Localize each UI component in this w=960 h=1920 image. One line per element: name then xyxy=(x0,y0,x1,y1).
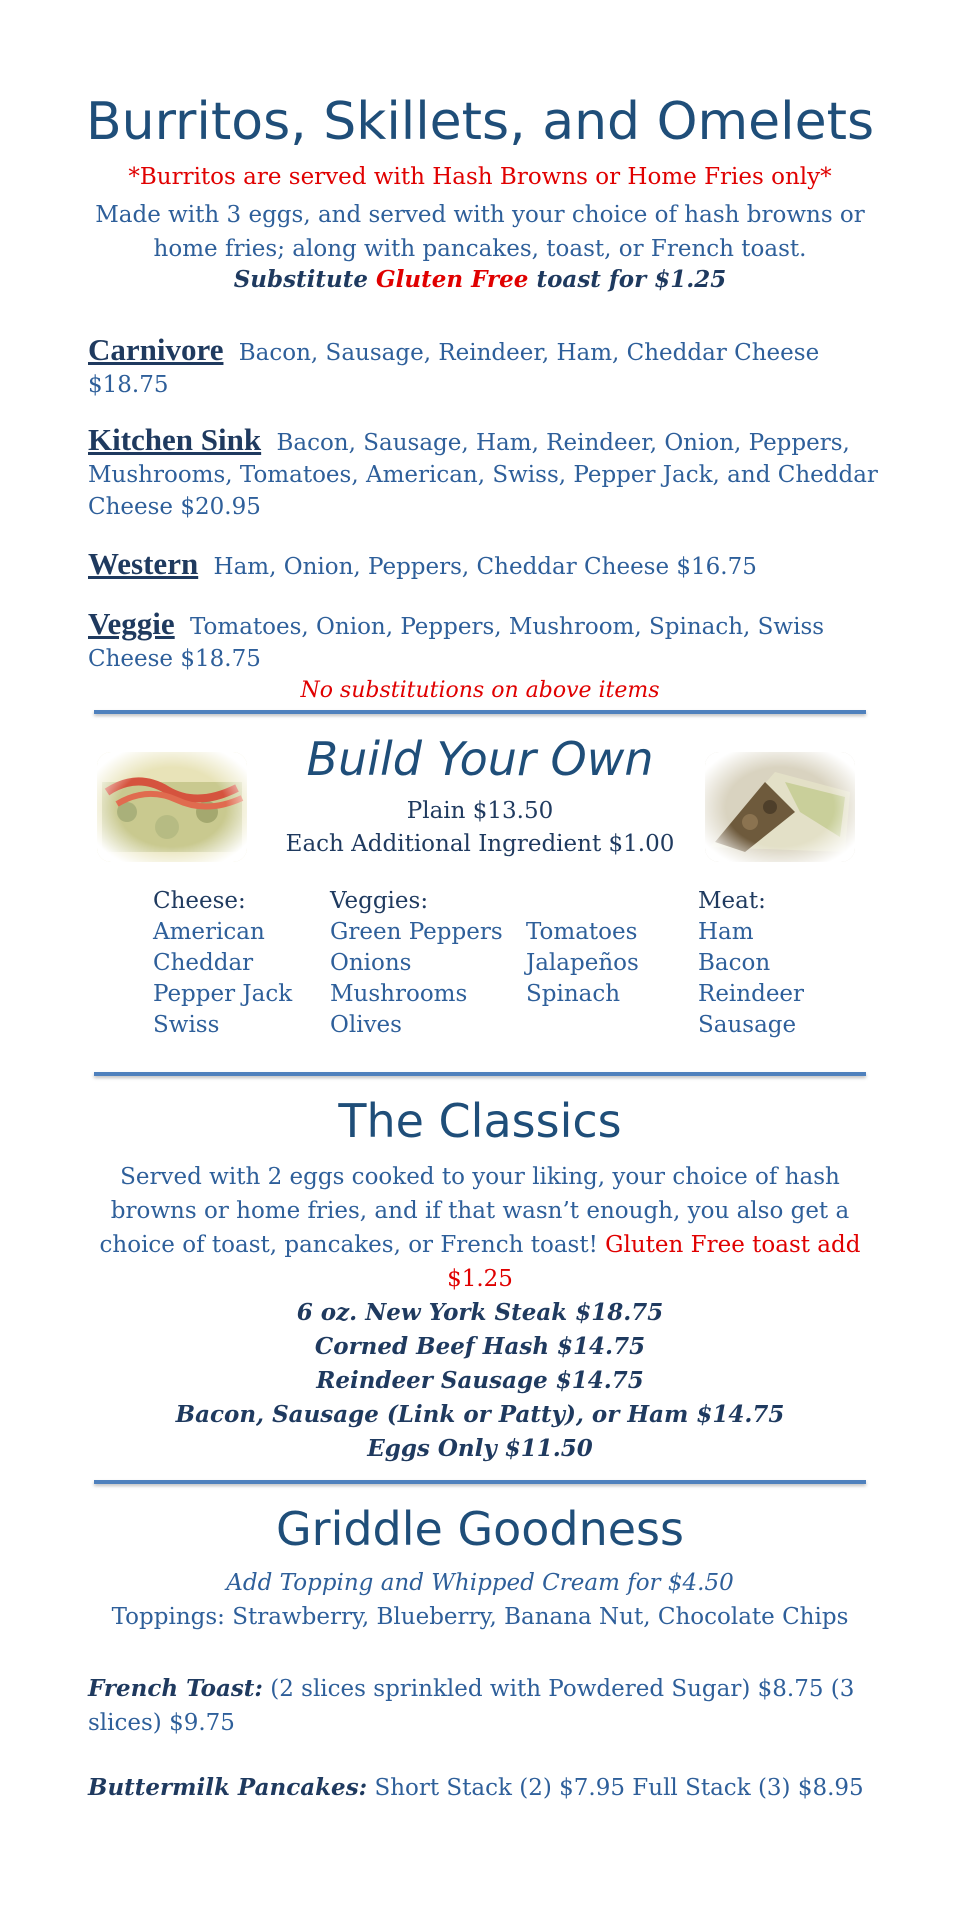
menu-item-kitchen-sink xyxy=(88,424,878,523)
build-your-own-title: Build Your Own xyxy=(306,732,654,786)
item-name: Carnivore xyxy=(88,332,224,367)
item-name: Kitchen Sink xyxy=(88,422,262,457)
cheese-header: Cheese: xyxy=(153,888,246,914)
list-item: Onions xyxy=(330,950,412,976)
veggies-column-2 xyxy=(526,917,639,1010)
list-item: Pepper Jack xyxy=(153,981,293,1007)
list-item: Mushrooms xyxy=(330,981,468,1007)
item-name: Veggie xyxy=(88,606,175,641)
classics-gf-note: Gluten Free toast add $1.25 xyxy=(447,1232,861,1292)
page-title: Burritos, Skillets, and Omelets xyxy=(85,92,875,152)
list-item: 6 oz. New York Steak $18.75 xyxy=(296,1299,664,1326)
gluten-free-note xyxy=(0,266,960,293)
list-item: Corned Beef Hash $14.75 xyxy=(314,1333,646,1360)
french-toast-desc: (2 slices sprinkled with Powdered Sugar) $8.75 (3 slices) $9.75 xyxy=(88,1676,855,1736)
pancakes-desc: Short Stack (2) $7.95 Full Stack (3) $8.95 xyxy=(374,1775,864,1801)
list-item: Bacon xyxy=(698,950,771,976)
menu-item-carnivore xyxy=(88,334,878,401)
griddle-toppings: Toppings: Strawberry, Blueberry, Banana Nut, Chocolate Chips xyxy=(111,1604,849,1630)
veggies-column xyxy=(330,886,503,1041)
menu-item-western xyxy=(88,548,878,583)
classics-title: The Classics xyxy=(338,1094,622,1148)
item-desc: Bacon, Sausage, Ham, Reindeer, Onion, Peppers, Mushrooms, Tomatoes, American, Swiss, Pepper Jack, and Cheddar Cheese $20.95 xyxy=(88,430,878,520)
burrito-note: *Burritos are served with Hash Browns or Home Fries only* xyxy=(128,164,832,190)
gf-suffix: toast for $1.25 xyxy=(536,266,727,293)
pancakes-label: Buttermilk Pancakes: xyxy=(88,1774,368,1801)
list-item: Jalapeños xyxy=(526,950,639,976)
list-item: Green Peppers xyxy=(330,919,503,945)
classics-desc-text: Served with 2 eggs cooked to your liking, your choice of hash browns or home fries, and if that wasn’t enough, you also get a choice of toast, pancakes, or French toast! xyxy=(99,1164,850,1258)
list-item: Olives xyxy=(330,1012,402,1038)
french-toast-label: French Toast: xyxy=(88,1675,263,1702)
veggies-header: Veggies: xyxy=(330,888,429,914)
list-item: Reindeer xyxy=(698,981,805,1007)
section-divider xyxy=(94,710,866,714)
item-desc: Bacon, Sausage, Reindeer, Ham, Cheddar Cheese $18.75 xyxy=(88,340,820,398)
list-item: Cheddar xyxy=(153,950,254,976)
list-item: Eggs Only $11.50 xyxy=(367,1435,593,1462)
build-your-own-plain-price: Plain $13.50 xyxy=(406,798,554,824)
list-item: Reindeer Sausage $14.75 xyxy=(316,1367,644,1394)
griddle-title: Griddle Goodness xyxy=(276,1502,684,1556)
item-desc: Tomatoes, Onion, Peppers, Mushroom, Spinach, Swiss Cheese $18.75 xyxy=(88,614,825,672)
list-item: Sausage xyxy=(698,1012,797,1038)
list-item: Swiss xyxy=(153,1012,220,1038)
classics-description xyxy=(80,1160,880,1296)
meat-header: Meat: xyxy=(698,888,766,914)
list-item: Bacon, Sausage (Link or Patty), or Ham $14.75 xyxy=(175,1401,785,1428)
menu-item-veggie xyxy=(88,608,878,675)
gf-prefix: Substitute xyxy=(233,266,369,293)
section-divider xyxy=(94,1480,866,1484)
list-item: Ham xyxy=(698,919,754,945)
list-item: Spinach xyxy=(526,981,621,1007)
section-divider xyxy=(94,1072,866,1076)
cheese-column xyxy=(153,886,292,1041)
classics-list xyxy=(0,1296,960,1466)
build-your-own-additional-price: Each Additional Ingredient $1.00 xyxy=(285,831,675,857)
list-item: Tomatoes xyxy=(526,919,638,945)
french-toast-item xyxy=(88,1672,878,1740)
item-name: Western xyxy=(88,546,199,581)
griddle-topping-note: Add Topping and Whipped Cream for $4.50 xyxy=(226,1570,734,1596)
meat-column xyxy=(698,886,804,1041)
item-desc: Ham, Onion, Peppers, Cheddar Cheese $16.75 xyxy=(213,554,757,580)
list-item: American xyxy=(153,919,265,945)
intro-text: Made with 3 eggs, and served with your choice of hash browns or home fries; along with pancakes, toast, or French toast. xyxy=(95,202,865,262)
gf-highlight: Gluten Free xyxy=(376,266,529,293)
no-substitutions-note: No substitutions on above items xyxy=(300,678,660,703)
pancakes-item xyxy=(88,1774,878,1801)
